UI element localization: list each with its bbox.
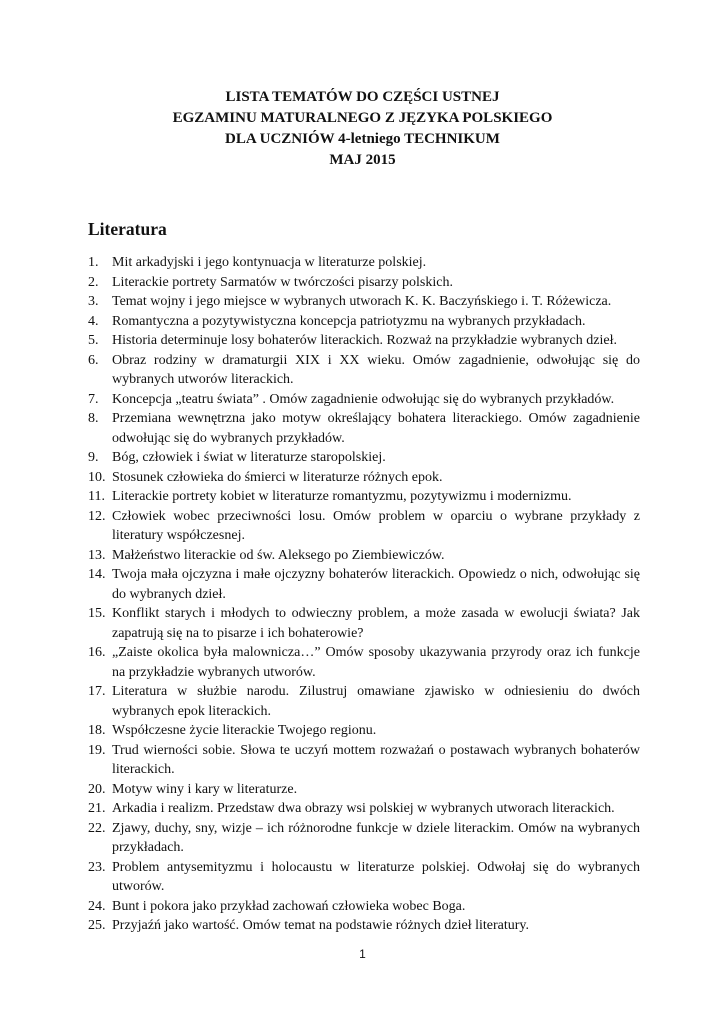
list-item-text: Mit arkadyjski i jego kontynuacja w literaturze polskiej. <box>112 255 427 270</box>
list-item <box>88 741 640 780</box>
list-item-number: 6. <box>88 352 99 368</box>
list-item-text: Historia determinuje losy bohaterów literackich. Rozważ na przykładzie wybranych dzieł. <box>112 333 617 348</box>
list-item <box>88 507 640 546</box>
list-item <box>88 604 640 643</box>
list-item-text: Literatura w służbie narodu. Zilustruj omawiane zjawisko w odniesieniu do dwóch wybranych epok literackich. <box>112 684 640 719</box>
list-item <box>88 351 640 390</box>
list-item <box>88 565 640 604</box>
list-item <box>88 409 640 448</box>
list-item-number: 22. <box>88 820 106 836</box>
list-item-number: 16. <box>88 645 106 660</box>
list-item-number: 5. <box>88 333 99 348</box>
list-item-text: Małżeństwo literackie od św. Aleksego po Ziembiewiczów. <box>112 547 445 563</box>
list-item-number: 20. <box>88 781 106 797</box>
list-item-number: 25. <box>88 918 106 933</box>
list-item-number: 12. <box>88 508 106 524</box>
list-item-number: 4. <box>88 313 99 329</box>
list-item <box>88 331 640 351</box>
list-item-text: Współczesne życie literackie Twojego regionu. <box>112 723 377 738</box>
list-item <box>88 273 640 293</box>
list-item-text: Motyw winy i kary w literaturze. <box>112 781 298 797</box>
list-item-text: Twoja mała ojczyzna i małe ojczyzny bohaterów literackich. Opowiedz o nich, odwołując się do wybranych dzieł. <box>112 567 640 602</box>
list-item <box>88 916 640 936</box>
list-item-number: 13. <box>88 547 106 563</box>
list-item <box>88 468 640 488</box>
list-item-number: 17. <box>88 684 106 699</box>
list-item-text: Bunt i pokora jako przykład zachowań człowieka wobec Boga. <box>112 898 466 914</box>
list-item-text: „Zaiste okolica była malownicza…” Omów sposoby ukazywania przyrody oraz ich funkcje na przykładzie wybranych utworów. <box>112 645 640 680</box>
list-item-text: Stosunek człowieka do śmierci w literaturze różnych epok. <box>112 469 443 485</box>
list-item <box>88 253 640 273</box>
list-item-number: 11. <box>88 489 105 504</box>
list-item-number: 24. <box>88 898 106 914</box>
list-item <box>88 312 640 332</box>
list-item-number: 19. <box>88 742 106 758</box>
heading-line-1: LISTA TEMATÓW DO CZĘŚCI USTNEJ <box>225 89 500 105</box>
list-item-number: 3. <box>88 294 99 309</box>
list-item-number: 23. <box>88 859 106 875</box>
heading-line-2: EGZAMINU MATURALNEGO Z JĘZYKA POLSKIEGO <box>172 110 553 126</box>
list-item <box>88 682 640 721</box>
list-item-text: Przemiana wewnętrzna jako motyw określający bohatera literackiego. Omów zagadnienie odwołując się do wybranych przykładów. <box>112 411 640 446</box>
list-item <box>88 448 640 468</box>
list-item-text: Temat wojny i jego miejsce w wybranych utworach K. K. Baczyńskiego i. T. Różewicza. <box>112 294 612 309</box>
list-item-number: 1. <box>88 255 99 270</box>
list-item-text: Problem antysemityzmu i holocaustu w literaturze polskiej. Odwołaj się do wybranych utworów. <box>112 859 640 894</box>
list-item-text: Konflikt starych i młodych to odwieczny problem, a może zasada w ewolucji świata? Jak zapatrują się na to pisarze i ich bohaterowie? <box>112 606 640 641</box>
list-item-number: 14. <box>88 567 106 582</box>
list-item-number: 21. <box>88 801 106 816</box>
list-item-text: Przyjaźń jako wartość. Omów temat na podstawie różnych dzieł literatury. <box>112 918 530 933</box>
heading-line-4: MAJ 2015 <box>329 152 396 168</box>
list-item-text: Bóg, człowiek i świat w literaturze staropolskiej. <box>112 450 386 465</box>
list-item-number: 9. <box>88 450 99 465</box>
list-item <box>88 487 640 507</box>
list-item-number: 8. <box>88 411 99 426</box>
list-item <box>88 292 640 312</box>
list-item-number: 2. <box>88 274 99 290</box>
list-item-text: Arkadia i realizm. Przedstaw dwa obrazy wsi polskiej w wybranych utworach literackich. <box>112 801 615 816</box>
list-item-text: Romantyczna a pozytywistyczna koncepcja patriotyzmu na wybranych przykładach. <box>112 313 586 329</box>
list-item-number: 15. <box>88 606 106 621</box>
list-item-number: 18. <box>88 723 106 738</box>
section-title: Literatura <box>88 219 167 239</box>
list-item-text: Koncepcja „teatru świata” . Omów zagadnienie odwołując się do wybranych przykładów. <box>112 391 615 407</box>
list-item-text: Literackie portrety kobiet w literaturze romantyzmu, pozytywizmu i modernizmu. <box>112 489 572 504</box>
topic-list <box>88 253 640 936</box>
page-number: 1 <box>359 947 366 961</box>
list-item-text: Obraz rodziny w dramaturgii XIX i XX wieku. Omów zagadnienie, odwołując się do wybranych utworów literackich. <box>112 352 640 387</box>
list-item <box>88 858 640 897</box>
list-item <box>88 546 640 566</box>
list-item <box>88 390 640 410</box>
list-item-text: Trud wierności sobie. Słowa te uczyń mottem rozważań o postawach wybranych bohaterów literackich. <box>112 742 640 777</box>
list-item-number: 10. <box>88 469 106 485</box>
list-item <box>88 819 640 858</box>
list-item <box>88 721 640 741</box>
list-item-number: 7. <box>88 391 99 407</box>
list-item-text: Człowiek wobec przeciwności losu. Omów problem w oparciu o wybrane przykłady z literatury współczesnej. <box>112 508 640 543</box>
list-item-text: Zjawy, duchy, sny, wizje – ich różnorodne funkcje w dziele literackim. Omów na wybranych przykładach. <box>112 820 640 855</box>
list-item <box>88 897 640 917</box>
document-heading <box>0 87 725 171</box>
list-item <box>88 643 640 682</box>
heading-line-3: DLA UCZNIÓW 4-letniego TECHNIKUM <box>225 131 500 147</box>
list-item-text: Literackie portrety Sarmatów w twórczości pisarzy polskich. <box>112 274 453 290</box>
list-item <box>88 780 640 800</box>
list-item <box>88 799 640 819</box>
